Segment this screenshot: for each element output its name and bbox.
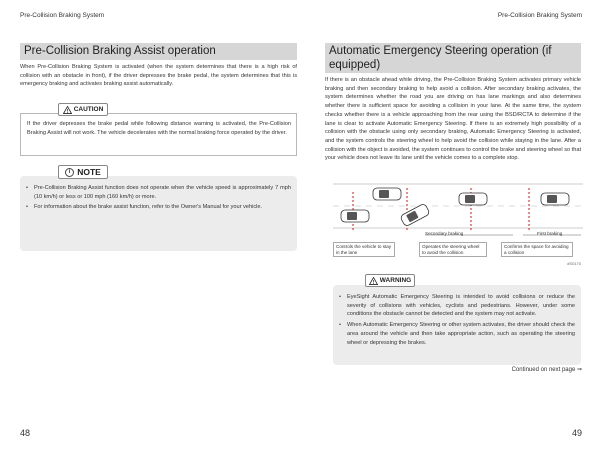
car-icon <box>541 193 569 205</box>
note-item: • For information about the brake assist function, refer to the Owner's Manual for your vehicle. <box>26 203 291 212</box>
caution-box <box>20 113 297 156</box>
section-title-emergency-steering: Automatic Emergency Steering operation (if equipped) <box>325 43 581 73</box>
page-number-right: 49 <box>571 428 582 438</box>
car-icon <box>341 210 369 222</box>
svg-text:!: ! <box>66 108 69 114</box>
diagram-box-confirm-space: Confirms the space for avoiding a collision <box>501 242 573 257</box>
note-label <box>58 165 108 179</box>
emergency-steering-body: If there is an obstacle ahead while driving, the Pre-Collision Braking System activates primary vehicle braking and then secondary braking to help avoid a collision. After secondary braking activates, the system determines whether the road you are driving on has lane markings and also determines whether there is sufficient space for avoiding a collision in your lane. At the same time, the system checks whether there is a vehicle approaching from the rear using the BSD/RCTA to determine if the lane is clear to activate Automatic Emergency Steering. If there is an extremely high possibility of a collision with the obstacle using only secondary braking, Automatic Emergency Steering is activated, and the system controls the steering wheel to help avoid the collision while staying in the lane. After a collision with the object is avoided, the system continues to control the brake and steering wheel so that your vehicle does not leave its lane until the vehicle comes to a complete stop. <box>325 77 581 162</box>
note-box <box>20 176 297 251</box>
caution-label-text: CAUTION <box>73 106 104 113</box>
car-icon <box>400 203 430 227</box>
svg-text:!: ! <box>372 279 375 285</box>
running-header-right: Pre-Collision Braking System <box>497 12 582 19</box>
warning-item: • When Automatic Emergency Steering or other system activates, the driver should check the area around the vehicle and then take appropriate action, such as operating the steering wheel or depressing the brakes. <box>339 321 575 347</box>
caution-label <box>58 103 108 116</box>
note-label-text: NOTE <box>77 167 101 177</box>
warning-list <box>339 293 575 349</box>
note-item: • Pre-Collision Braking Assist function does not operate when the vehicle speed is approximately 7 mph (10 km/h) or less or 100 mph (160 km/h) or more. <box>26 184 291 201</box>
braking-assist-intro: When Pre-Collision Braking System is activated (when the system determines that there is a high risk of collision with an obstacle in front), if the driver depresses the brake pedal, the system determines that this is emergency braking and activates braking assist automatically. <box>20 64 297 88</box>
warning-label <box>365 274 415 287</box>
diagram-box-stay-in-lane: Controls the vehicle to stay in the lane <box>333 242 395 257</box>
running-header-left: Pre-Collision Braking System <box>20 12 105 19</box>
warning-box <box>333 285 581 365</box>
warning-item: • EyeSight Automatic Emergency Steering is intended to avoid collisions or reduce the severity of collisions with vehicles, cyclists and pedestrians. However, under some conditions the obstacle cannot be detected and the system may not activate. <box>339 293 575 319</box>
car-icon <box>373 188 401 200</box>
section-title-braking-assist: Pre-Collision Braking Assist operation <box>20 43 297 60</box>
warning-label-text: WARNING <box>379 277 412 284</box>
info-icon: i <box>65 168 74 177</box>
first-braking-label: First braking <box>537 231 563 236</box>
page-number-left: 48 <box>20 428 31 438</box>
continued-next-page: Continued on next page ⇒ <box>511 367 582 373</box>
steering-diagram <box>333 178 583 270</box>
warning-triangle-icon <box>63 106 72 114</box>
secondary-braking-label: Secondary braking <box>425 231 464 236</box>
caution-text: If the driver depresses the brake pedal while following distance warning is activated, the Pre-Collision Braking Assist will not work. The vehicle decelerates with the normal braking force operated by the driver. <box>27 121 291 136</box>
diagram-box-operate-steering: Operates the steering wheel to avoid the collision <box>419 242 487 257</box>
diagram-code: #S0170 <box>567 261 581 266</box>
car-icon <box>459 193 487 205</box>
note-list <box>26 184 291 214</box>
warning-triangle-icon <box>369 277 378 285</box>
